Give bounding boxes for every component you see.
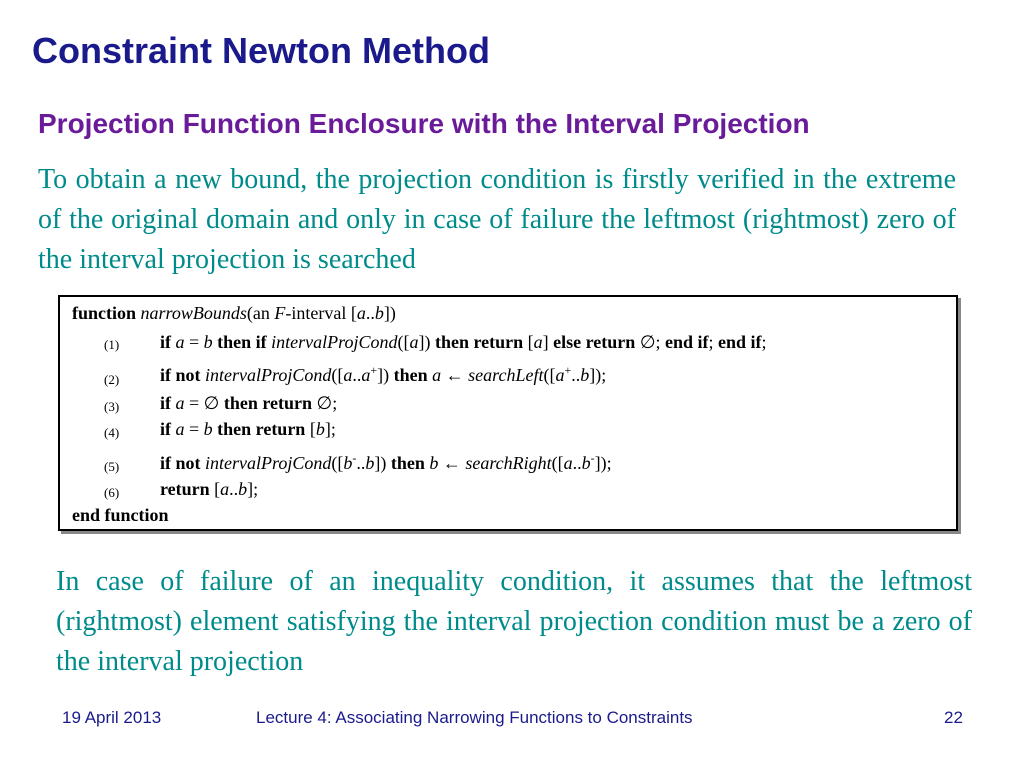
intro-paragraph: To obtain a new bound, the projection condition is firstly verified in the extreme of the original domain and only in case of failure the leftmost (rightmost) zero of the interval projection is searched [38, 164, 956, 275]
function-footer: end function [72, 505, 169, 525]
line-number-5: (5) [104, 459, 120, 474]
code-line-5: if not intervalProjCond([b-..b]) then b ← searchRight([a..b-]); [160, 451, 612, 473]
line-number-6: (6) [104, 485, 120, 500]
line-number-2: (2) [104, 372, 120, 387]
function-header: function narrowBounds(an F-interval [a..b]) [72, 303, 396, 323]
footer-date: 19 April 2013 [62, 708, 162, 727]
algorithm-box [58, 295, 958, 531]
code-line-3: if a = ∅ then return ∅; [160, 393, 338, 413]
line-number-4: (4) [104, 425, 120, 440]
line-number-1: (1) [104, 337, 120, 352]
code-line-1: if a = b then if intervalProjCond([a]) then return [a] else return ∅; end if; end if; [160, 332, 767, 352]
slide-title: Constraint Newton Method [32, 30, 490, 71]
code-line-4: if a = b then return [b]; [160, 419, 336, 439]
slide-subtitle: Projection Function Enclosure with the Interval Projection [38, 108, 810, 139]
footer-lecture-title: Lecture 4: Associating Narrowing Functions to Constraints [256, 708, 693, 727]
code-line-6: return [a..b]; [160, 479, 259, 499]
line-number-3: (3) [104, 399, 120, 414]
footer-page-number: 22 [944, 708, 963, 727]
conclusion-paragraph: In case of failure of an inequality condition, it assumes that the leftmost (rightmost) element satisfying the interval projection condition must be a zero of the interval projection [56, 566, 972, 677]
code-line-2: if not intervalProjCond([a..a+]) then a ← searchLeft([a+..b]); [160, 363, 607, 385]
